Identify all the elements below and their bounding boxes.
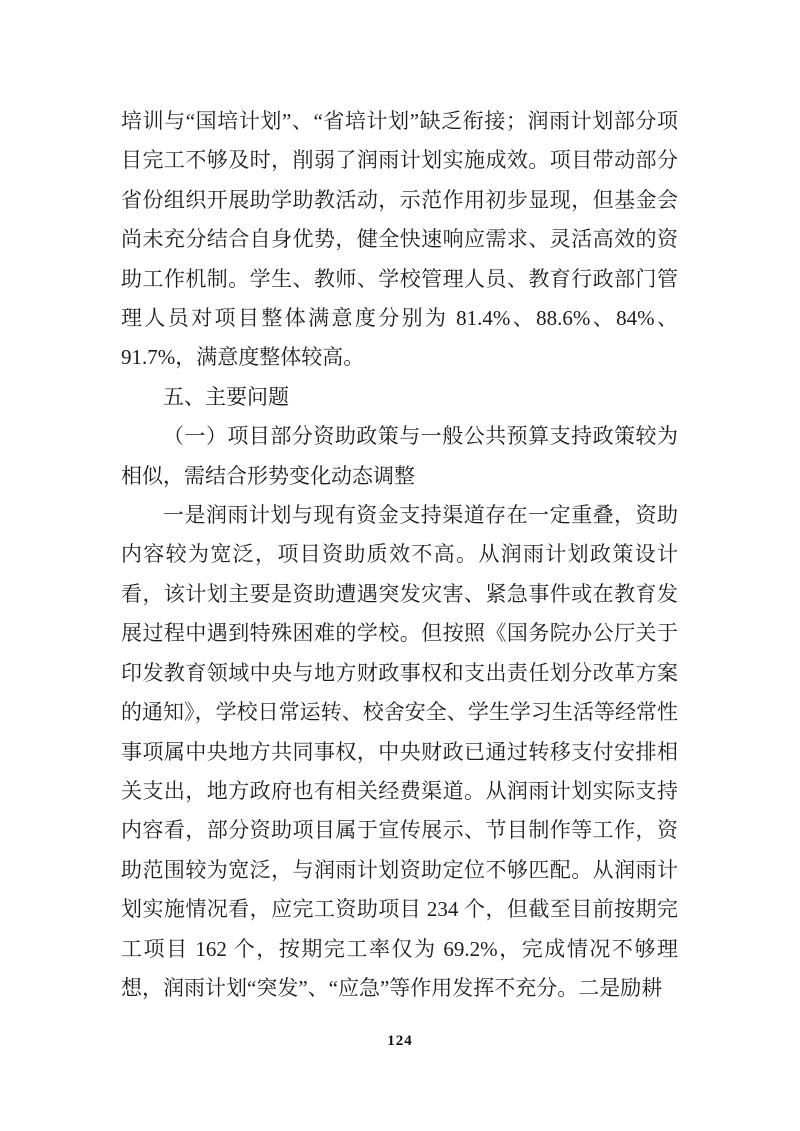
paragraph-satisfaction-summary: 培训与“国培计划”、“省培计划”缺乏衔接；润雨计划部分项目完工不够及时，削弱了润雨计划实施成效。项目带动部分省份组织开展助学助教活动，示范作用初步显现，但基金会尚未充分结合自身优势，健全快速响应需求、灵活高效的资助工作机制。学生、教师、学校管理人员、教育行政部门管理人员对项目整体满意度分别为 81.4%、88.6%、84%、91.7%，满意度整体较高。 bbox=[121, 109, 678, 370]
section-heading-main-problems: 五、主要问题 bbox=[163, 385, 289, 409]
subsection-heading-policy-similarity: （一）项目部分资助政策与一般公共预算支持政策较为相似，需结合形势变化动态调整 bbox=[121, 424, 678, 488]
page-body bbox=[121, 102, 678, 1008]
page-number: 124 bbox=[387, 1033, 413, 1049]
paragraph-issue-detail: 一是润雨计划与现有资金支持渠道存在一定重叠，资助内容较为宽泛，项目资助质效不高。从润雨计划政策设计看，该计划主要是资助遭遇突发灾害、紧急事件或在教育发展过程中遇到特殊困难的学校。但按照《国务院办公厅关于印发教育领域中央与地方财政事权和支出责任划分改革方案的通知》，学校日常运转、校舍安全、学生学习生活等经常性事项属中央地方共同事权，中央财政已通过转移支付安排相关支出，地方政府也有相关经费渠道。从润雨计划实际支持内容看，部分资助项目属于宣传展示、节目制作等工作，资助范围较为宽泛，与润雨计划资助定位不够匹配。从润雨计划实施情况看，应完工资助项目 234 个，但截至目前按期完工项目 162 个，按期完工率仅为 69.2%，完成情况不够理想，润雨计划“突发”、“应急”等作用发挥不充分。二是励耕 bbox=[121, 503, 678, 1000]
